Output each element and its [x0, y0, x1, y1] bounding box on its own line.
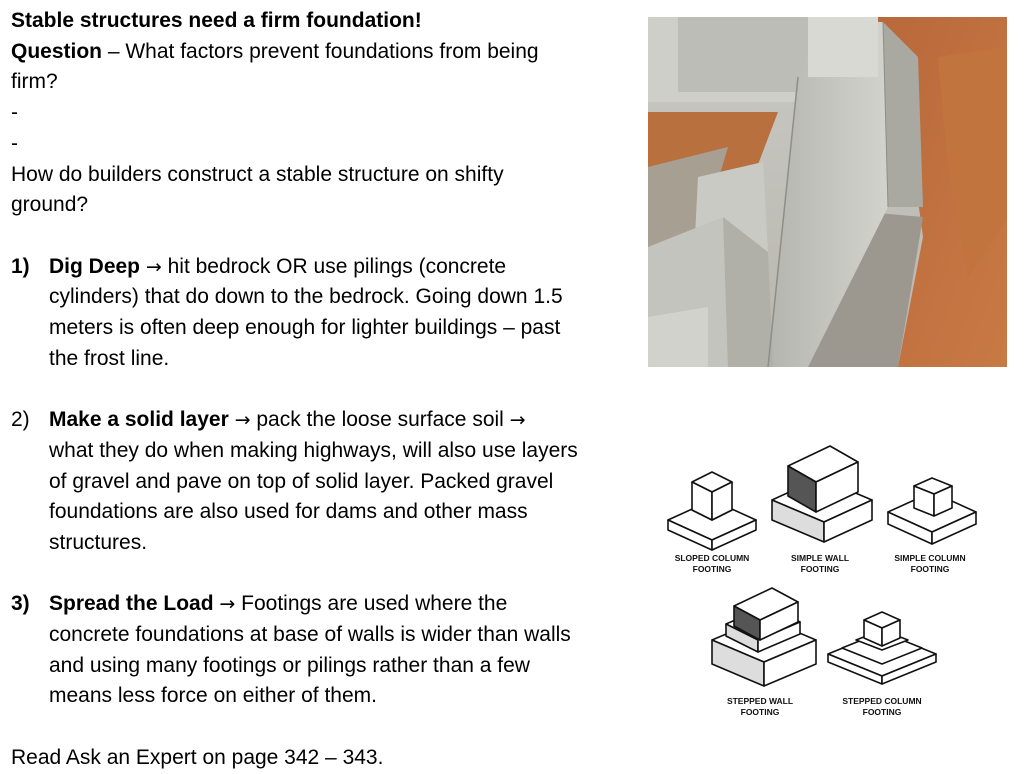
foundation-photo	[648, 17, 1007, 367]
sloped-column-footing	[668, 472, 756, 550]
label-sloped-2: FOOTING	[692, 564, 732, 574]
footer-note: Read Ask an Expert on page 342 – 343.	[11, 745, 384, 769]
simple-wall-footing	[772, 446, 872, 542]
label-simple-wall-2: FOOTING	[800, 564, 840, 574]
item-heading: Dig Deep	[49, 254, 141, 278]
how-line-2: ground?	[11, 193, 89, 217]
label-stepped-wall-1: STEPPED WALL	[726, 696, 794, 706]
label-stepped-wall-2: FOOTING	[740, 707, 780, 717]
stepped-column-footing	[828, 612, 936, 684]
label-sloped-1: SLOPED COLUMN	[674, 553, 750, 563]
item-number: 3)	[11, 592, 30, 616]
arrow-icon: →	[234, 409, 251, 432]
arrow-icon: →	[145, 255, 162, 278]
dash-line-2: -	[11, 131, 18, 155]
arrow-icon: →	[219, 593, 236, 616]
item-number: 2)	[11, 408, 30, 432]
label-stepped-col-2: FOOTING	[862, 707, 902, 717]
arrow-icon: →	[509, 409, 526, 432]
slide-title: Stable structures need a firm foundation!	[11, 9, 422, 32]
item-heading: Make a solid layer	[49, 408, 229, 432]
item-number: 1)	[11, 254, 30, 278]
footing-diagram	[660, 442, 980, 724]
question-label: Question	[11, 39, 103, 63]
question-line-2: firm?	[11, 70, 58, 94]
how-line-1: How do builders construct a stable structure on shifty	[11, 162, 504, 186]
question-line: Question – What factors prevent foundations from being	[11, 39, 539, 63]
list-item-solid-layer: 2) Make a solid layer → pack the loose surface soil → what they do when making highways, will also use layers of gravel and pave on top of solid layer. Packed gravel foundations are also used for dams and other mass structures.	[11, 405, 641, 559]
label-simple-col-1: SIMPLE COLUMN	[894, 553, 966, 563]
simple-column-footing	[888, 478, 976, 544]
item-heading: Spread the Load	[49, 592, 214, 616]
list-item-spread-load: 3) Spread the Load → Footings are used where the concrete foundations at base of walls is wider than walls and using many footings or pilings rather than a few means less force on either of them.	[11, 589, 641, 712]
label-simple-col-2: FOOTING	[910, 564, 950, 574]
dash-line-1: -	[11, 101, 18, 125]
label-simple-wall-1: SIMPLE WALL	[790, 553, 850, 563]
list-item-dig-deep: 1) Dig Deep → hit bedrock OR use pilings (concrete cylinders) that do down to the bedrock. Going down 1.5 meters is often deep enough for lighter buildings – past the frost line.	[11, 252, 641, 375]
label-stepped-col-1: STEPPED COLUMN	[842, 696, 922, 706]
slide-text	[11, 6, 641, 774]
stepped-wall-footing	[712, 588, 816, 686]
